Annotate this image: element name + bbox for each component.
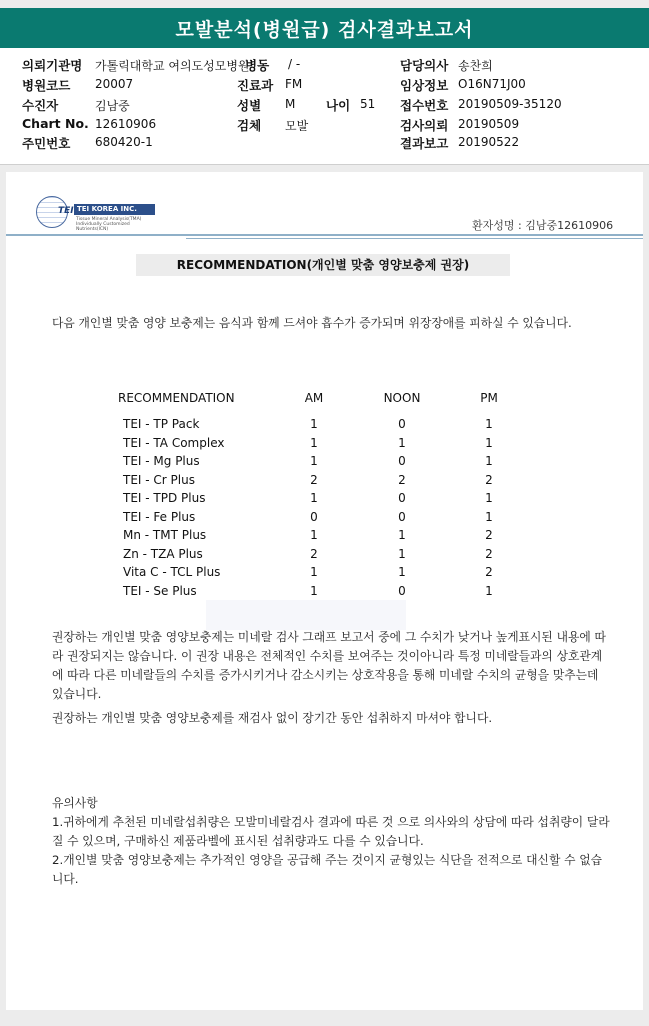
chart-no-label: Chart No. (22, 116, 89, 131)
logo-tei-text: TEI (58, 206, 74, 216)
supplement-name: TEI - Fe Plus (123, 509, 196, 524)
result-date-value: 20190522 (458, 135, 520, 149)
intro-text: 다음 개인별 맞춤 영양 보충제는 음식과 함께 드셔야 흡수가 증가되며 위장장애를 피하실 수 있습니다. (52, 316, 572, 330)
pm-dose: 1 (485, 454, 493, 468)
pm-dose: 1 (485, 417, 493, 431)
supplement-name: Mn - TMT Plus (123, 528, 207, 542)
logo-subtitle-line2: Individually Customized Nutrients(ICN) (76, 222, 130, 232)
supplement-name: TEI - Mg Plus (123, 454, 200, 468)
receipt-no-value: 20190509-35120 (458, 97, 562, 111)
noon-dose: 1 (398, 565, 406, 579)
supplement-name: TEI - TPD Plus (123, 491, 206, 505)
divider-thin (186, 238, 643, 239)
sex-value: M (285, 97, 296, 111)
supplement-name: TEI - TP Pack (123, 417, 200, 431)
report-page (6, 172, 643, 1010)
dept-separator: / - (288, 57, 301, 71)
tei-logo (36, 194, 156, 232)
noon-dose: 0 (398, 417, 406, 431)
request-date-value: 20190509 (458, 117, 520, 131)
am-dose: 1 (310, 565, 318, 579)
noon-dose: 2 (398, 472, 406, 487)
col-am: AM (304, 391, 324, 405)
supplement-name: TEI - Se Plus (123, 583, 197, 598)
age-value: 51 (360, 97, 376, 111)
receipt-no-label: 접수번호 (400, 98, 449, 113)
pm-dose: 1 (485, 583, 493, 598)
rrn-label: 주민번호 (22, 136, 71, 151)
notes-title: 유의사항 (52, 796, 98, 810)
am-dose: 2 (310, 546, 318, 561)
clinic-label: 진료과 (237, 78, 274, 93)
supplement-name: TEI - Cr Plus (123, 472, 195, 487)
clinical-info-value: O16N71J00 (458, 77, 526, 91)
noon-dose: 0 (398, 491, 406, 505)
logo-subtitle (76, 217, 156, 232)
request-date-label: 검사의뢰 (400, 118, 449, 133)
rrn-value: 680420-1 (95, 135, 153, 149)
note-2: 2.개인별 맞춤 영양보충제는 추가적인 영양을 공급해 주는 것이지 균형있는 식단을 전적으로 대신할 수 없습니다. (52, 853, 603, 886)
doctor-value: 송찬희 (458, 59, 493, 73)
patient-label: 수진자 (22, 98, 59, 113)
pm-dose: 1 (485, 509, 493, 524)
hospital-code-label: 병원코드 (22, 78, 71, 93)
clinic-value: FM (285, 77, 303, 91)
col-noon: NOON (383, 391, 421, 405)
col-recommendation: RECOMMENDATION (118, 391, 235, 405)
supplement-name: Zn - TZA Plus (123, 546, 203, 561)
supplement-name: Vita C - TCL Plus (123, 565, 221, 579)
institution-value: 가톨릭대학교 여의도성모병원 (95, 59, 250, 73)
noon-dose: 0 (398, 454, 406, 468)
am-dose: 1 (310, 435, 318, 450)
am-dose: 1 (310, 417, 318, 431)
header-info-panel (0, 48, 649, 165)
sex-label: 성별 (237, 98, 262, 113)
col-pm: PM (480, 391, 498, 405)
noon-dose: 0 (398, 509, 406, 524)
pm-dose: 2 (485, 546, 493, 561)
pm-dose: 1 (485, 435, 493, 450)
divider (6, 234, 643, 236)
am-dose: 1 (310, 454, 318, 468)
patient-value: 김남중 (95, 99, 130, 113)
institution-label: 의뢰기관명 (22, 58, 83, 73)
am-dose: 2 (310, 472, 318, 487)
am-dose: 0 (310, 509, 318, 524)
noon-dose: 1 (398, 546, 406, 561)
pm-dose: 1 (485, 491, 493, 505)
logo-subtitle-line1: Tissue Mineral Analysis(TMA) (76, 217, 142, 222)
supplement-name: TEI - TA Complex (123, 435, 225, 450)
watermark (206, 600, 406, 630)
ward-label: 병동 (245, 58, 270, 73)
patient-name-line: 환자성명 : 김남중12610906 (472, 219, 614, 232)
specimen-value: 모발 (285, 119, 309, 133)
specimen-label: 검체 (237, 118, 262, 133)
clinical-info-label: 임상정보 (400, 78, 449, 93)
noon-dose: 0 (398, 583, 406, 598)
chart-no-value: 12610906 (95, 117, 157, 131)
paragraph-2: 권장하는 개인별 맞춤 영양보충제를 재검사 없이 장기간 동안 섭취하지 마셔야 합니다. (52, 711, 493, 725)
recommendation-title: RECOMMENDATION(개인별 맞춤 영양보충제 권장) (136, 254, 510, 276)
doctor-label: 담당의사 (400, 58, 449, 73)
am-dose: 1 (310, 583, 318, 598)
noon-dose: 1 (398, 435, 406, 450)
hospital-code-value: 20007 (95, 77, 134, 91)
pm-dose: 2 (485, 528, 493, 542)
report-title: 모발분석(병원급) 검사결과보고서 (0, 8, 649, 48)
logo-company-name: TEI KOREA INC. (74, 204, 155, 215)
paragraph-1: 권장하는 개인별 맞춤 영양보충제는 미네랄 검사 그래프 보고서 중에 그 수치가 낮거나 높게표시된 내용에 따라 권장되지는 않습니다. 이 권장 내용은 전체적인 수치를 보여주는 것이아니라 특정 미네랄들과의 상호관계에 따라 다른 미네랄들의 수치를 증가시키거나 감소시키는 상호작용을 통해 미네랄 수치의 균형을 맞추는데 있습니다. (52, 630, 606, 701)
am-dose: 1 (310, 491, 318, 505)
pm-dose: 2 (485, 472, 493, 487)
result-date-label: 결과보고 (400, 136, 449, 151)
pm-dose: 2 (485, 565, 493, 579)
am-dose: 1 (310, 528, 318, 542)
note-1: 1.귀하에게 추천된 미네랄섭취량은 모발미네랄검사 결과에 따른 것 으로 의사와의 상담에 따라 섭취량이 달라질 수 있으며, 구매하신 제품라벨에 표시된 섭취량과도 다를 수 있습니다. (52, 815, 610, 848)
age-label: 나이 (326, 98, 351, 113)
noon-dose: 1 (398, 528, 406, 542)
